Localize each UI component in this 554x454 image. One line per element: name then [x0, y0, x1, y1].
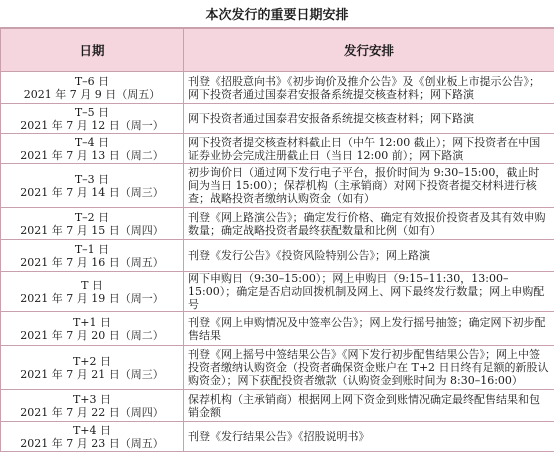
- day-label: T–5 日: [74, 105, 110, 119]
- table-row: [1, 272, 554, 312]
- table-row: [1, 390, 554, 422]
- table-title: 本次发行的重要日期安排: [0, 0, 554, 28]
- date-label: 2021 年 7 月 9 日（周五）: [23, 87, 161, 101]
- day-label: T–3 日: [74, 172, 110, 186]
- plan-cell: 刊登《网上申购情况及中签率公告》；网上发行摇号抽签；确定网下初步配售结果: [184, 312, 554, 346]
- date-cell: [1, 104, 184, 134]
- plan-cell: 刊登《招股意向书》《初步询价及推介公告》及《创业板上市提示公告》；网下投资者通过国泰君安报备系统提交核查材料；网下路演: [184, 72, 554, 104]
- date-label: 2021 年 7 月 21 日（周三）: [20, 367, 164, 381]
- day-label: T–1 日: [74, 242, 110, 256]
- plan-cell: 刊登《发行结果公告》《招股说明书》: [184, 422, 554, 452]
- plan-cell: 网下投资者提交核查材料截止日（中午 12:00 截止）；网下投资者在中国证券业协会完成注册截止日（当日 12:00 前）；网下路演: [184, 134, 554, 164]
- date-cell: [1, 346, 184, 390]
- table-row: [1, 72, 554, 104]
- date-cell: [1, 312, 184, 346]
- date-cell: [1, 72, 184, 104]
- table-row: [1, 312, 554, 346]
- plan-cell: 初步询价日（通过网下发行电子平台，报价时间为 9:30–15:00，截止时间为当日 15:00）；保荐机构（主承销商）对网下投资者提交材料进行核查；战略投资者缴纳认购资金（如有）: [184, 164, 554, 208]
- day-label: T+4 日: [72, 423, 112, 437]
- day-label: T–4 日: [74, 135, 110, 149]
- day-label: T+3 日: [72, 392, 112, 406]
- date-cell: [1, 390, 184, 422]
- date-label: 2021 年 7 月 20 日（周二）: [20, 328, 164, 342]
- date-label: 2021 年 7 月 16 日（周五）: [20, 255, 164, 269]
- date-cell: [1, 208, 184, 240]
- plan-cell: 网下申购日（9:30–15:00）；网上申购日（9:15–11:30，13:00–15:00）；确定是否启动回拨机制及网上、网下最终发行数量；网上申购配号: [184, 272, 554, 312]
- day-label: T–6 日: [74, 74, 110, 88]
- date-cell: [1, 272, 184, 312]
- header-row: [1, 29, 554, 72]
- date-label: 2021 年 7 月 15 日（周四）: [20, 223, 164, 237]
- table-row: [1, 134, 554, 164]
- date-cell: [1, 134, 184, 164]
- table-row: [1, 104, 554, 134]
- date-label: 2021 年 7 月 23 日（周五）: [20, 436, 164, 450]
- table-row: [1, 164, 554, 208]
- plan-cell: 刊登《发行公告》《投资风险特别公告》；网上路演: [184, 240, 554, 272]
- plan-cell: 刊登《网上路演公告》；确定发行价格、确定有效报价投资者及其有效申购数量；确定战略投资者最终获配数量和比例（如有）: [184, 208, 554, 240]
- table-row: [1, 422, 554, 452]
- day-label: T+1 日: [72, 315, 112, 329]
- date-label: 2021 年 7 月 14 日（周三）: [20, 185, 164, 199]
- date-label: 2021 年 7 月 12 日（周一）: [20, 118, 164, 132]
- plan-cell: 保荐机构（主承销商）根据网上网下资金到账情况确定最终配售结果和包销金额: [184, 390, 554, 422]
- date-cell: [1, 422, 184, 452]
- plan-cell: 刊登《网上摇号中签结果公告》《网下发行初步配售结果公告》；网上中签投资者缴纳认购资金（投资者确保资金账户在 T+2 日日终有足额的新股认购资金）；网下获配投资者缴款（认购资金到账时间为 8:30–16:00）: [184, 346, 554, 390]
- date-cell: [1, 240, 184, 272]
- day-label: T–2 日: [74, 210, 110, 224]
- header-date: 日期: [1, 29, 184, 72]
- header-plan: 发行安排: [184, 29, 554, 72]
- date-label: 2021 年 7 月 22 日（周四）: [20, 405, 164, 419]
- date-label: 2021 年 7 月 19 日（周一）: [20, 291, 164, 305]
- date-label: 2021 年 7 月 13 日（周二）: [20, 148, 164, 162]
- table-row: [1, 346, 554, 390]
- table-row: [1, 240, 554, 272]
- table-row: [1, 208, 554, 240]
- date-cell: [1, 164, 184, 208]
- day-label: T 日: [81, 278, 103, 292]
- day-label: T+2 日: [72, 354, 112, 368]
- plan-cell: 网下投资者通过国泰君安报备系统提交核查材料；网下路演: [184, 104, 554, 134]
- schedule-table: [0, 28, 554, 452]
